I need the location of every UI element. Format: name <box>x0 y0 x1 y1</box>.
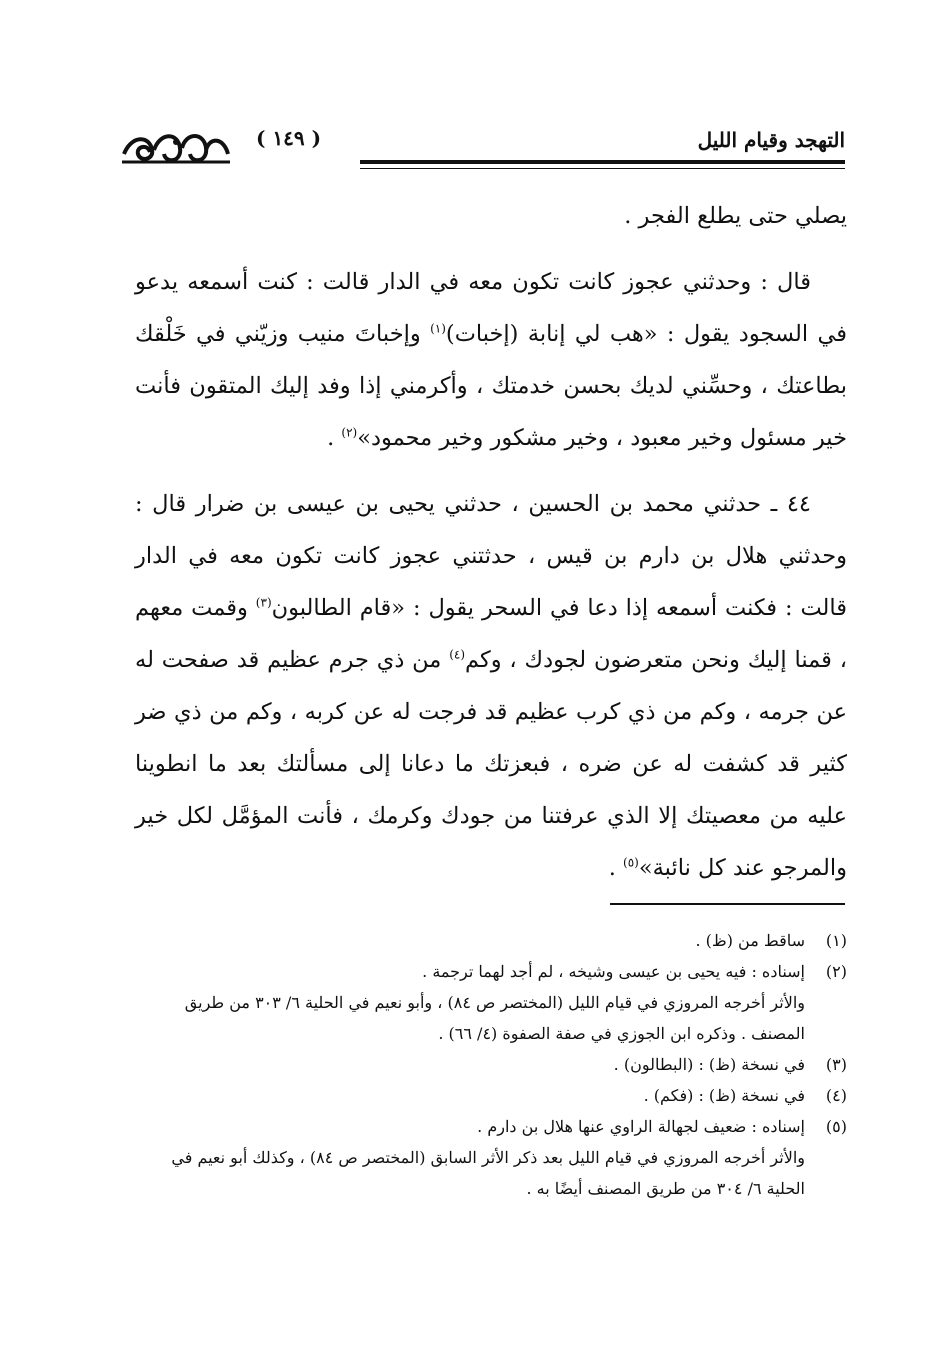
footnote-number: (٢) <box>825 962 847 981</box>
footnote-number: (١) <box>825 931 847 950</box>
footnote-4 <box>135 1080 847 1111</box>
paragraph-2: قال : وحدثني عجوز كانت تكون معه في الدار قالت : كنت أسمعه يدعو في السجود يقول : «هب لي إنابة (إخبات)$^{(١)}$ وإخباتَ منيب وزيّني في خَلْقك بطاعتك ، وحسِّني لديك بحسن خدمتك ، وأكرمني إذا وفد إليك المتقون فأنت خير مسئول وخير معبود ، وخير مشكور وخير محمود»$^{(٢)}$ . <box>135 269 848 451</box>
footnote-5 <box>135 1111 847 1142</box>
footnote-ref-3: (٣) <box>255 595 272 610</box>
footnote-text: إسناده : ضعيف لجهالة الراوي عنها هلال بن دارم . <box>477 1117 805 1136</box>
footnote-ref-2: (٢) <box>341 425 358 440</box>
footnote-5-continuation <box>135 1142 847 1204</box>
main-text-body <box>135 190 847 908</box>
footnote-text: إسناده : فيه يحيى بن عيسى وشيخه ، لم أجد لهما ترجمة . <box>422 962 805 981</box>
footnote-text: في نسخة (ظ) : (البطالون) . <box>613 1055 805 1074</box>
footnote-1 <box>135 925 847 956</box>
footnote-3 <box>135 1049 847 1080</box>
page-header <box>120 118 845 178</box>
page-number: ( ١٤٩ ) <box>256 126 322 150</box>
footnote-number: (٤) <box>825 1086 847 1105</box>
footnote-text: والأثر أخرجه المروزي في قيام الليل (المختصر ص ٨٤) ، وأبو نعيم في الحلية ٦/ ٣٠٣ من طريق المصنف . وذكره ابن الجوزي في صفة الصفوة (٤/ ٦٦) . <box>184 993 805 1043</box>
footnote-number: (٥) <box>825 1117 847 1136</box>
footnote-separator <box>610 903 845 905</box>
footnote-ref-1: (١) <box>430 321 446 336</box>
running-head-title: التهجد وقيام الليل <box>697 128 845 152</box>
footnote-text: في نسخة (ظ) : (فكم) . <box>643 1086 805 1105</box>
footnote-ref-5: (٥) <box>623 855 639 870</box>
footnote-2 <box>135 956 847 987</box>
footnote-number: (٣) <box>825 1055 847 1074</box>
header-rule-thin <box>360 168 845 169</box>
footnotes-section <box>135 925 847 1204</box>
footnote-ref-4: (٤) <box>449 647 466 662</box>
decorative-ornament-icon <box>120 124 232 168</box>
header-rule-thick <box>360 160 845 164</box>
footnote-text: والأثر أخرجه المروزي في قيام الليل بعد ذكر الأثر السابق (المختصر ص ٨٤) ، وكذلك أبو نعيم في الحلية ٦/ ٣٠٤ من طريق المصنف أيضًا به . <box>171 1148 805 1198</box>
paragraph-1: يصلي حتى يطلع الفجر . <box>624 203 847 229</box>
footnote-2-continuation <box>135 987 847 1049</box>
paragraph-3: ٤٤ ـ حدثني محمد بن الحسين ، حدثني يحيى بن عيسى بن ضرار قال : وحدثني هلال بن دارم بن قيس ، حدثتني عجوز كانت تكون معه في الدار قالت : فكنت أسمعه إذا دعا في السحر يقول : «قام الطالبون$^{(٣)}$ وقمت معهم ، قمنا إليك ونحن متعرضون لجودك ، وكم$^{(٤)}$ من ذي جرم عظيم قد صفحت له عن جرمه ، وكم من ذي كرب عظيم قد فرجت له عن كربه ، وكم من ذي ضر كثير قد كشفت له عن ضره ، فبعزتك ما دعانا إلى مسألتك بعد ما انطوينا عليه من معصيتك إلا الذي عرفتنا من جودك وكرمك ، فأنت المؤمَّل لكل خير والمرجو عند كل نائبة»$^{(٥)}$ . <box>135 491 847 881</box>
footnote-text: ساقط من (ظ) . <box>695 931 805 950</box>
